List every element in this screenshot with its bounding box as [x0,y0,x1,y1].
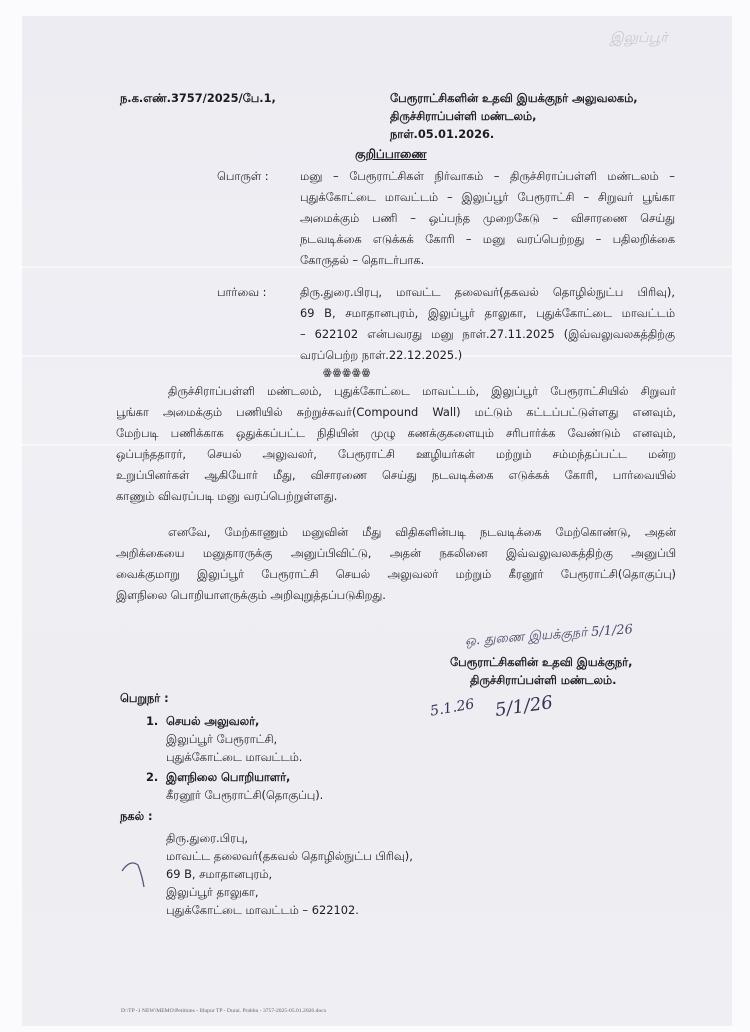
reference-line: வரப்பெற்ற நாள்.22.12.2025.) [300,348,463,362]
reference-label: பார்வை : [217,285,267,299]
body-paragraph-1-line: ஒப்பந்ததாரர், செயல் அலுவலர், பேரூராட்சி ஊழியர்கள் மற்றும் சம்மந்தப்பட்ட மன்ற [116,447,676,461]
copy-line: திரு.துரை.பிரபு, [166,831,249,845]
copy-label: நகல் : [120,809,153,823]
copy-line: புதுக்கோட்டை மாவட்டம் – 622102. [166,903,359,917]
body-paragraph-2-line: வைக்குமாறு இலுப்பூர் பேரூராட்சி செயல் அலுவலர் மற்றும் கீரனூர் பேரூராட்சி(தொகுப்பு) [116,567,676,581]
body-paragraph-2-line: எனவே, மேற்காணும் மனுவின் மீது விதிகளின்படி நடவடிக்கை மேற்கொண்டு, அதன் [168,525,676,539]
recipients-label: பெறுநர் : [120,691,169,705]
signature-handwritten: 5/1/26 [493,692,555,721]
document-date: நாள்.05.01.2026. [390,127,495,141]
initials-handwritten: 5.1.26 [428,696,476,720]
subject-label: பொருள் : [217,169,269,183]
document-title: குறிப்பாணை [355,147,427,161]
recipient-number: 2. [146,770,159,784]
section-ornament: ꙮꙮꙮꙮꙮ [323,368,372,378]
body-paragraph-1-line: திருச்சிராப்பள்ளி மண்டலம், புதுக்கோட்டை மாவட்டம், இலுப்பூர் பேரூராட்சியில் சிறுவர் [168,384,676,398]
reference-line: திரு.துரை.பிரபு, மாவட்ட தலைவர்(தகவல் தொழில்நுட்ப பிரிவு), [300,285,675,299]
top-handwriting: இலுப்பூர் [610,30,668,46]
recipient-line: செயல் அலுவலர், [166,714,260,728]
handwritten-annotation: ஒ. துணை இயக்குநர் 5/1/26 [464,622,634,649]
subject-line: நடவடிக்கை எடுக்கக் கோரி – மனு வரப்பெற்றது – பதிலறிக்கை [300,232,675,246]
recipient-line: இளநிலை பொறியாளர், [166,770,291,784]
office-name: பேரூராட்சிகளின் உதவி இயக்குநர் அலுவலகம், [390,91,638,105]
body-paragraph-1-line: மேற்படி பணிக்காக ஒதுக்கப்பட்ட நிதியின் முழு கணக்குகளையும் சரிபார்க்க வேண்டும் எனவும், [116,426,676,440]
file-path-footer: D:\TP -1 NEW\MEMO\Petitions - Illupur TP - Durai. Prabhu - 3757-2025-05.01.2026.docx [121,1008,327,1014]
body-paragraph-1-line: உறுப்பினர்கள் ஆகியோர் மீது, விசாரணை செய்து நடவடிக்கை எடுக்கக் கோரி, பார்வையில் [116,468,676,482]
subject-line: புதுக்கோட்டை மாவட்டம் – இலுப்பூர் பேரூராட்சி – சிறுவர் பூங்கா [300,190,675,204]
signatory-designation: பேரூராட்சிகளின் உதவி இயக்குநர், [450,655,633,669]
subject-line: அமைக்கும் பணி – ஒப்பந்த முறைகேடு – விசாரணை செய்து [300,211,675,225]
subject-line: மனு – பேரூராட்சிகள் நிர்வாகம் – திருச்சிராப்பள்ளி மண்டலம் – [300,169,675,183]
recipient-line: புதுக்கோட்டை மாவட்டம். [166,750,303,764]
recipient-line: இலுப்பூர் பேரூராட்சி, [166,732,278,746]
copy-line: மாவட்ட தலைவர்(தகவல் தொழில்நுட்ப பிரிவு), [166,849,413,863]
reference-line: 69 B, சமாதானபுரம், இலுப்பூர் தாலுகா, புதுக்கோட்டை மாவட்டம் [300,306,675,320]
copy-line: இலுப்பூர் தாலுகா, [166,885,259,899]
recipient-line: கீரனூர் பேரூராட்சி(தொகுப்பு). [166,788,324,802]
recipient-number: 1. [146,714,159,728]
body-paragraph-2-line: அறிக்கையை மனுதாரருக்கு அனுப்பிவிட்டு, அதன் நகலினை இவ்வலுவலகத்திற்கு அனுப்பி [116,546,676,560]
subject-line: கோருதல் – தொடர்பாக. [300,253,425,267]
office-region: திருச்சிராப்பள்ளி மண்டலம், [390,109,537,123]
body-paragraph-1-line: பூங்கா அமைக்கும் பணியில் சுற்றுச்சுவர்(Compound Wall) மட்டும் கட்டப்பட்டுள்ளது எனவும், [116,405,676,419]
tick-mark-icon [118,855,148,891]
reference-number: ந.க.எண்.3757/2025/பே.1, [120,91,276,105]
reference-line: – 622102 என்பவரது மனு நாள்.27.11.2025 (இவ்வலுவலகத்திற்கு [300,327,675,341]
signatory-region: திருச்சிராப்பள்ளி மண்டலம். [470,673,617,687]
copy-line: 69 B, சமாதானபுரம், [166,867,273,881]
body-paragraph-2-line: இளநிலை பொறியாளருக்கும் அறிவுறுத்தப்படுகிறது. [116,588,386,602]
body-paragraph-1-line: காணும் விவரப்படி மனு வரப்பெற்றுள்ளது. [116,489,338,503]
